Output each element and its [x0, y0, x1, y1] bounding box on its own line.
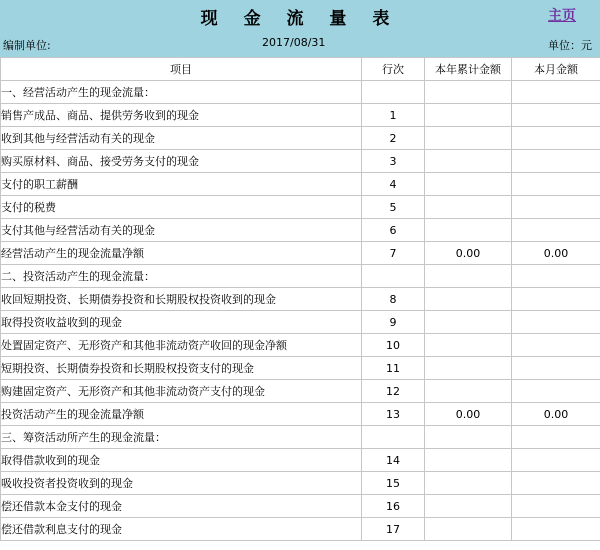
row-item-cell[interactable]: 支付的职工薪酬: [1, 173, 362, 196]
table-row: [1, 219, 600, 242]
row-month-amount-cell[interactable]: [512, 357, 600, 380]
row-item-cell[interactable]: 偿还借款利息支付的现金: [1, 518, 362, 541]
row-month-amount-cell[interactable]: [512, 311, 600, 334]
row-month-amount-cell[interactable]: [512, 449, 600, 472]
row-item-cell[interactable]: 偿还借款本金支付的现金: [1, 495, 362, 518]
row-ytd-amount-cell[interactable]: 0.00: [425, 242, 512, 265]
row-item-cell[interactable]: 购买原材料、商品、接受劳务支付的现金: [1, 150, 362, 173]
table-row: [1, 357, 600, 380]
row-line-no-cell[interactable]: 1: [362, 104, 425, 127]
row-ytd-amount-cell[interactable]: [425, 518, 512, 541]
table-row: [1, 150, 600, 173]
row-ytd-amount-cell[interactable]: [425, 380, 512, 403]
table-row: [1, 242, 600, 265]
row-ytd-amount-cell[interactable]: [425, 173, 512, 196]
row-ytd-amount-cell[interactable]: [425, 219, 512, 242]
row-month-amount-cell[interactable]: [512, 265, 600, 288]
table-row: [1, 449, 600, 472]
row-month-amount-cell[interactable]: [512, 380, 600, 403]
column-header-line-no[interactable]: 行次: [362, 58, 425, 81]
row-month-amount-cell[interactable]: [512, 196, 600, 219]
row-line-no-cell[interactable]: 11: [362, 357, 425, 380]
row-month-amount-cell[interactable]: [512, 495, 600, 518]
row-line-no-cell[interactable]: 15: [362, 472, 425, 495]
row-ytd-amount-cell[interactable]: [425, 472, 512, 495]
row-line-no-cell[interactable]: 16: [362, 495, 425, 518]
row-ytd-amount-cell[interactable]: [425, 334, 512, 357]
table-row: [1, 265, 600, 288]
row-line-no-cell[interactable]: 9: [362, 311, 425, 334]
row-item-cell[interactable]: 支付其他与经营活动有关的现金: [1, 219, 362, 242]
row-item-cell[interactable]: 三、筹资活动所产生的现金流量：: [1, 426, 362, 449]
row-line-no-cell[interactable]: 4: [362, 173, 425, 196]
row-item-cell[interactable]: 购建固定资产、无形资产和其他非流动资产支付的现金: [1, 380, 362, 403]
row-line-no-cell[interactable]: 5: [362, 196, 425, 219]
table-row: [1, 380, 600, 403]
row-line-no-cell[interactable]: [362, 265, 425, 288]
row-ytd-amount-cell[interactable]: [425, 311, 512, 334]
row-line-no-cell[interactable]: 14: [362, 449, 425, 472]
row-ytd-amount-cell[interactable]: [425, 449, 512, 472]
row-ytd-amount-cell[interactable]: [425, 426, 512, 449]
row-month-amount-cell[interactable]: [512, 518, 600, 541]
row-line-no-cell[interactable]: 17: [362, 518, 425, 541]
row-item-cell[interactable]: 一、经营活动产生的现金流量：: [1, 81, 362, 104]
table-row: [1, 495, 600, 518]
row-month-amount-cell[interactable]: [512, 173, 600, 196]
row-line-no-cell[interactable]: 12: [362, 380, 425, 403]
table-row: [1, 311, 600, 334]
row-ytd-amount-cell[interactable]: [425, 196, 512, 219]
row-item-cell[interactable]: 投资活动产生的现金流量净额: [1, 403, 362, 426]
page-title: 现 金 流 量 表: [200, 9, 400, 29]
row-item-cell[interactable]: 收回短期投资、长期债券投资和长期股权投资收到的现金: [1, 288, 362, 311]
row-item-cell[interactable]: 吸收投资者投资收到的现金: [1, 472, 362, 495]
table-row: [1, 173, 600, 196]
row-ytd-amount-cell[interactable]: [425, 265, 512, 288]
row-month-amount-cell[interactable]: [512, 334, 600, 357]
row-item-cell[interactable]: 短期投资、长期债券投资和长期股权投资支付的现金: [1, 357, 362, 380]
row-month-amount-cell[interactable]: [512, 127, 600, 150]
table-row: [1, 403, 600, 426]
table-row: [1, 104, 600, 127]
row-line-no-cell[interactable]: 2: [362, 127, 425, 150]
currency-unit-label: 单位：元: [548, 39, 592, 52]
row-month-amount-cell[interactable]: [512, 219, 600, 242]
org-label: 编制单位:: [3, 39, 51, 52]
row-month-amount-cell[interactable]: [512, 104, 600, 127]
row-month-amount-cell[interactable]: 0.00: [512, 242, 600, 265]
row-line-no-cell[interactable]: 10: [362, 334, 425, 357]
row-ytd-amount-cell[interactable]: [425, 81, 512, 104]
column-header-ytd[interactable]: 本年累计金额: [425, 58, 512, 81]
row-line-no-cell[interactable]: [362, 426, 425, 449]
column-header-item[interactable]: 项目: [1, 58, 362, 81]
table-header-row: [1, 58, 600, 81]
table-row: [1, 426, 600, 449]
table-row: [1, 472, 600, 495]
table-row: [1, 81, 600, 104]
table-row: [1, 288, 600, 311]
row-ytd-amount-cell[interactable]: [425, 357, 512, 380]
row-ytd-amount-cell[interactable]: [425, 288, 512, 311]
table-row: [1, 518, 600, 541]
row-line-no-cell[interactable]: 3: [362, 150, 425, 173]
column-header-month[interactable]: 本月金额: [512, 58, 600, 81]
row-month-amount-cell[interactable]: [512, 150, 600, 173]
row-item-cell[interactable]: 取得投资收益收到的现金: [1, 311, 362, 334]
row-ytd-amount-cell[interactable]: [425, 104, 512, 127]
row-month-amount-cell[interactable]: [512, 288, 600, 311]
row-line-no-cell[interactable]: 13: [362, 403, 425, 426]
row-month-amount-cell[interactable]: [512, 472, 600, 495]
row-item-cell[interactable]: 处置固定资产、无形资产和其他非流动资产收回的现金净额: [1, 334, 362, 357]
row-line-no-cell[interactable]: 6: [362, 219, 425, 242]
report-date: 2017/08/31: [262, 36, 326, 49]
row-item-cell[interactable]: 支付的税费: [1, 196, 362, 219]
table-row: [1, 334, 600, 357]
table-row: [1, 196, 600, 219]
row-item-cell[interactable]: 收到其他与经营活动有关的现金: [1, 127, 362, 150]
row-month-amount-cell[interactable]: 0.00: [512, 403, 600, 426]
row-item-cell[interactable]: 销售产成品、商品、提供劳务收到的现金: [1, 104, 362, 127]
row-ytd-amount-cell[interactable]: 0.00: [425, 403, 512, 426]
row-item-cell[interactable]: 经营活动产生的现金流量净额: [1, 242, 362, 265]
table-row: [1, 127, 600, 150]
sheet-header: [0, 0, 600, 57]
cash-flow-table: [0, 57, 600, 541]
row-line-no-cell[interactable]: 8: [362, 288, 425, 311]
row-line-no-cell[interactable]: 7: [362, 242, 425, 265]
row-ytd-amount-cell[interactable]: [425, 127, 512, 150]
row-ytd-amount-cell[interactable]: [425, 150, 512, 173]
row-month-amount-cell[interactable]: [512, 426, 600, 449]
row-item-cell[interactable]: 取得借款收到的现金: [1, 449, 362, 472]
row-ytd-amount-cell[interactable]: [425, 495, 512, 518]
row-line-no-cell[interactable]: [362, 81, 425, 104]
row-item-cell[interactable]: 二、投资活动产生的现金流量：: [1, 265, 362, 288]
row-month-amount-cell[interactable]: [512, 81, 600, 104]
home-link[interactable]: 主页: [548, 8, 576, 24]
